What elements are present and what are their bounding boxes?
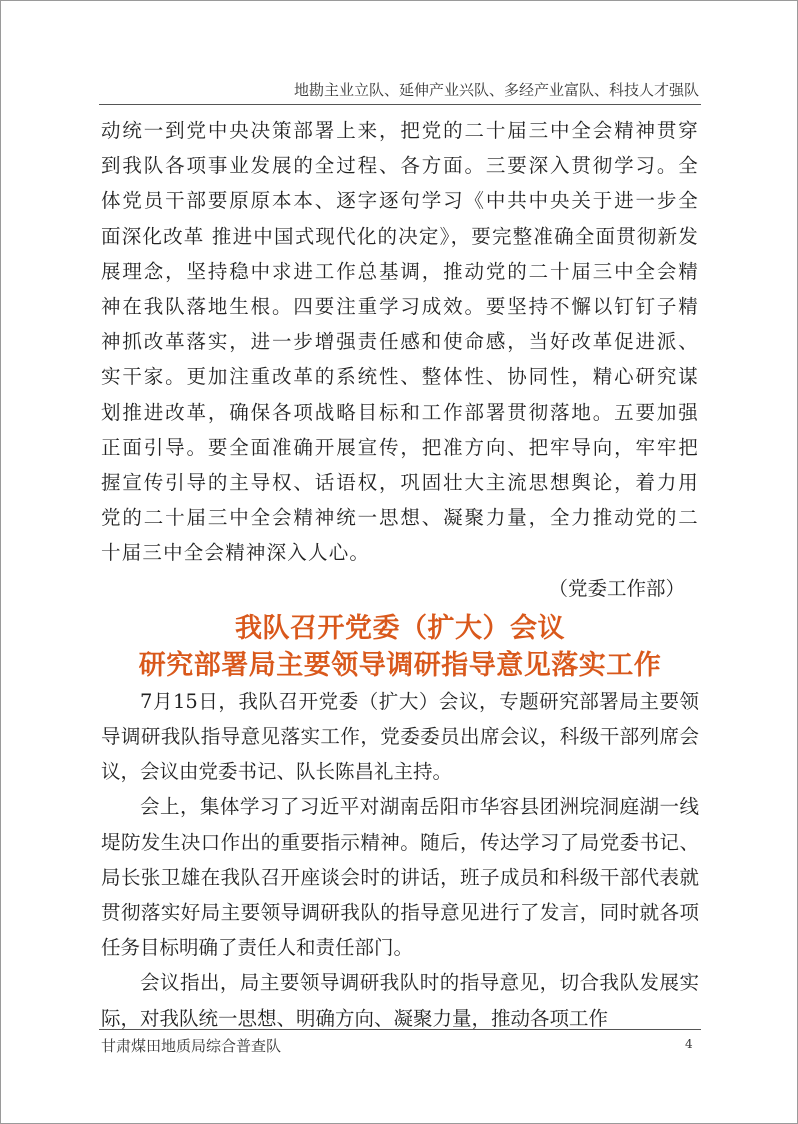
article2-paragraph: 会上，集体学习了习近平对湖南岳阳市华容县团洲垸洞庭湖一线堤防发生决口作出的重要指示精神。随后，传达学习了局党委书记、局长张卫雄在我队召开座谈会时的讲话，班子成员和科级干部代表就贯彻落实好局主要领导调研我队的指导意见进行了发言，同时就各项任务目标明确了责任人和责任部门。	[101, 795, 699, 960]
footer-divider	[99, 1029, 701, 1030]
article2-paragraph: 7月15日，我队召开党委（扩大）会议，专题研究部署局主要领导调研我队指导意见落实工作，党委委员出席会议，科级干部列席会议，会议由党委书记、队长陈昌礼主持。	[101, 689, 699, 784]
header-divider	[99, 104, 701, 105]
footer-org-name: 甘肃煤田地质局综合普查队	[101, 1037, 282, 1055]
article2-title-line2: 研究部署局主要领导调研指导意见落实工作	[138, 649, 662, 681]
page-number: 4	[685, 1037, 693, 1051]
article2-title-line1: 我队召开党委（扩大）会议	[235, 612, 565, 644]
header-slogan: 地勘主业立队、延伸产业兴队、多经产业富队、科技人才强队	[293, 81, 699, 99]
article2-paragraph: 会议指出，局主要领导调研我队时的指导意见，切合我队发展实际，对我队统一思想、明确方向、凝聚力量，推动各项工作	[101, 971, 699, 1030]
article1-continuation: 动统一到党中央决策部署上来，把党的二十届三中全会精神贯穿到我队各项事业发展的全过程、各方面。三要深入贯彻学习。全体党员干部要原原本本、逐字逐句学习《中共中央关于进一步全面深化改革 推进中国式现代化的决定》，要完整准确全面贯彻新发展理念，坚持稳中求进工作总基调，推动党的二十届三中全会精神在我队落地生根。四要注重学习成效。要坚持不懈以钉钉子精神抓改革落实，进一步增强责任感和使命感，当好改革促进派、实干家。更加注重改革的系统性、整体性、协同性，精心研究谋划推进改革，确保各项战略目标和工作部署贯彻落地。五要加强正面引导。要全面准确开展宣传，把准方向、把牢导向，牢牢把握宣传引导的主导权、话语权，巩固壮大主流思想舆论，着力用党的二十届三中全会精神统一思想、凝聚力量，全力推动党的二十届三中全会精神深入人心。	[101, 119, 699, 565]
body-content	[101, 113, 699, 1036]
article1-source: （党委工作部）	[548, 576, 685, 600]
